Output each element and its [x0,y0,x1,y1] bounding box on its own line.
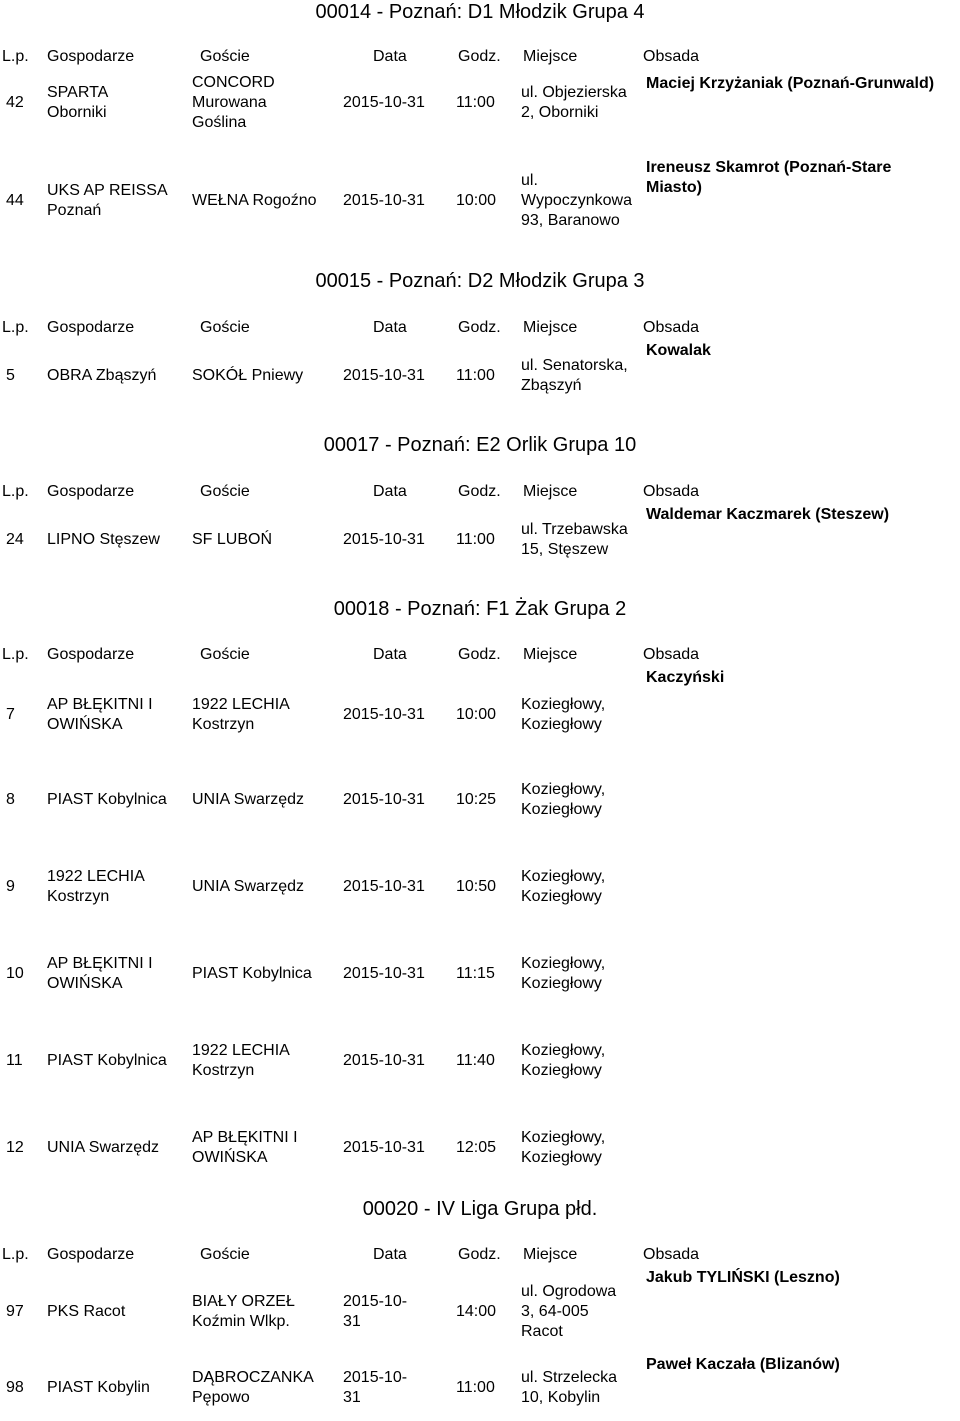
obsada-line: Kaczyński [646,669,725,686]
date-cell [343,1368,407,1408]
date-cell [343,790,425,810]
home-cell [47,530,160,550]
obsada-cell [646,1355,840,1375]
away-line: AP BŁĘKITNI I [192,1129,298,1146]
away-line: Koźmin Wlkp. [192,1312,290,1330]
away-line: DĄBROCZANKA [192,1369,314,1386]
match-row [0,1116,960,1180]
home-cell [47,1302,125,1322]
header-away: Goście [200,646,250,663]
home-cell [47,695,153,735]
home-cell [47,366,156,386]
home-cell [47,1138,159,1158]
group-title: 00018 - Poznań: F1 Żak Grupa 2 [333,598,627,620]
date-line: 2015-10-31 [343,790,425,808]
place-cell [521,867,605,907]
group-title: 00020 - IV Liga Grupa płd. [362,1198,598,1220]
place-line: 2, Oborniki [521,104,599,121]
away-line: PIAST Kobylnica [192,965,312,982]
away-cell [192,1292,295,1332]
time-cell: 12:05 [456,1139,497,1156]
lp-cell: 10 [6,965,24,982]
obsada-line: Paweł Kaczała (Blizanów) [646,1356,840,1373]
date-line: 31 [343,1389,361,1406]
date-line: 2015-10-31 [343,1051,425,1069]
home-line: PIAST Kobylnica [47,790,167,808]
date-cell [343,964,425,984]
home-cell [47,181,168,221]
place-line: ul. Ogrodowa [521,1282,617,1300]
header-obsada: Obsada [643,48,700,65]
date-line: 2015-10-31 [343,965,425,982]
place-line: Koziegłowy, [521,696,606,713]
place-line: Koziegłowy [521,716,602,733]
away-cell [192,695,290,735]
home-line: UNIA Swarzędz [47,1139,160,1156]
column-header-row [0,316,960,340]
away-cell [192,1041,290,1081]
place-line: ul. Trzebawska [521,521,628,538]
place-cell [521,83,627,123]
match-row [0,668,960,762]
place-line: Koziegłowy, [521,867,606,885]
home-line: AP BŁĘKITNI I [47,955,153,972]
time-cell: 11:40 [456,1051,495,1069]
obsada-cell [646,341,711,361]
column-header-row [0,45,960,69]
obsada-line: Maciej Krzyżaniak (Poznań-Grunwald) [646,75,935,92]
header-away: Goście [200,483,250,500]
place-line: ul. Senatorska, [521,356,628,374]
place-cell [521,954,605,994]
place-cell [521,1368,617,1408]
lp-cell: 98 [6,1379,24,1396]
header-home: Gospodarze [47,48,135,65]
place-cell [521,1282,616,1342]
group-title: 00017 - Poznań: E2 Orlik Grupa 10 [323,434,637,456]
place-line: ul. Strzelecka [521,1369,618,1386]
obsada-cell [646,158,891,198]
place-line: 15, Stęszew [521,541,609,558]
header-date: Data [373,483,407,500]
header-lp: L.p. [2,1246,29,1263]
header-home: Gospodarze [47,319,135,336]
match-row [0,942,960,1006]
group-title: 00014 - Poznań: D1 Młodzik Grupa 4 [315,1,645,23]
lp-cell: 5 [6,366,15,384]
lp-cell: 7 [6,706,15,723]
home-line: PKS Racot [47,1302,126,1320]
group-title: 00015 - Poznań: D2 Młodzik Grupa 3 [315,270,645,292]
home-cell [47,790,167,810]
lp-cell: 44 [6,192,24,209]
place-line: Koziegłowy, [521,1129,606,1146]
place-line: 93, Baranowo [521,212,620,229]
away-line: Kostrzyn [192,716,255,733]
home-line: PIAST Kobylnica [47,1051,167,1069]
place-line: 10, Kobylin [521,1389,601,1406]
away-line: WEŁNA Rogoźno [192,192,317,209]
header-obsada: Obsada [643,319,700,336]
header-lp: L.p. [2,483,29,500]
time-cell: 10:25 [456,790,497,808]
date-line: 2015-10- [343,1369,408,1386]
match-row [0,341,960,410]
home-line: OWIŃSKA [47,716,123,733]
away-cell [192,191,317,211]
place-line: Koziegłowy [521,975,602,992]
header-obsada: Obsada [643,646,700,663]
away-cell [192,964,312,984]
place-line: 3, 64-005 [521,1302,589,1320]
home-line: PIAST Kobylin [47,1379,150,1396]
lp-cell: 9 [6,877,15,895]
date-cell [343,366,425,386]
place-cell [521,1128,605,1168]
place-line: Wypoczynkowa [521,192,633,209]
away-line: Pępowo [192,1389,250,1406]
date-line: 31 [343,1312,361,1330]
header-obsada: Obsada [643,483,700,500]
lp-cell: 12 [6,1139,24,1156]
obsada-cell [646,505,889,525]
header-home: Gospodarze [47,483,135,500]
away-line: SOKÓŁ Pniewy [192,366,304,384]
obsada-line: Jakub TYLIŃSKI (Leszno) [646,1269,840,1286]
date-cell [343,705,425,725]
home-cell [47,867,145,907]
match-row [0,158,960,244]
place-cell [521,520,628,560]
header-lp: L.p. [2,319,29,336]
time-cell: 11:00 [456,531,495,548]
header-time: Godz. [458,646,501,663]
lp-cell: 42 [6,94,24,111]
home-line: UKS AP REISSA [47,182,168,199]
header-date: Data [373,1246,407,1263]
date-cell [343,93,425,113]
away-cell [192,530,272,550]
obsada-line: Ireneusz Skamrot (Poznań-Stare [646,159,892,176]
match-row [0,1268,960,1355]
obsada-line: Kowalak [646,342,711,359]
obsada-cell [646,74,934,94]
header-away: Goście [200,1246,250,1263]
header-place: Miejsce [523,319,578,336]
header-place: Miejsce [523,483,578,500]
date-line: 2015-10-31 [343,192,425,209]
place-cell [521,171,632,231]
header-place: Miejsce [523,48,578,65]
away-cell [192,73,275,133]
away-cell [192,790,304,810]
date-line: 2015-10- [343,1292,408,1310]
date-line: 2015-10-31 [343,531,425,548]
home-line: OWIŃSKA [47,975,123,992]
away-line: BIAŁY ORZEŁ [192,1292,295,1310]
header-date: Data [373,319,407,336]
header-time: Godz. [458,483,501,500]
home-line: Poznań [47,202,102,219]
away-cell [192,1368,314,1408]
home-cell [47,1051,167,1071]
time-cell: 10:50 [456,877,497,895]
date-line: 2015-10-31 [343,877,425,895]
header-home: Gospodarze [47,646,135,663]
home-line: SPARTA [47,84,109,101]
match-row [0,1355,960,1421]
home-line: OBRA Zbąszyń [47,366,157,384]
header-place: Miejsce [523,646,578,663]
place-line: ul. [521,172,538,189]
away-line: Kostrzyn [192,1061,255,1079]
time-cell: 10:00 [456,706,497,723]
away-cell [192,877,304,897]
header-time: Godz. [458,319,501,336]
match-row [0,505,960,575]
header-time: Godz. [458,1246,501,1263]
date-cell [343,1292,407,1332]
obsada-line: Miasto) [646,179,702,196]
away-line: UNIA Swarzędz [192,877,305,895]
date-cell [343,530,425,550]
away-line: CONCORD [192,74,275,91]
header-home: Gospodarze [47,1246,135,1263]
place-line: Koziegłowy [521,887,602,905]
home-line: AP BŁĘKITNI I [47,696,153,713]
place-line: Zbąszyń [521,376,582,394]
place-line: Koziegłowy, [521,955,606,972]
away-line: Goślina [192,114,247,131]
obsada-cell [646,1268,840,1288]
obsada-cell [646,668,724,688]
home-cell [47,83,108,123]
place-line: Koziegłowy [521,1061,602,1079]
header-date: Data [373,48,407,65]
date-cell [343,191,425,211]
place-line: Racot [521,1322,563,1340]
away-line: UNIA Swarzędz [192,790,305,808]
lp-cell: 8 [6,790,15,808]
match-row [0,770,960,829]
time-cell: 11:00 [456,94,495,111]
date-cell [343,1051,425,1071]
place-line: Koziegłowy [521,1149,602,1166]
header-lp: L.p. [2,646,29,663]
time-cell: 14:00 [456,1302,497,1320]
time-cell: 11:00 [456,366,495,384]
match-row [0,1029,960,1092]
home-line: Oborniki [47,104,107,121]
place-cell [521,780,605,820]
date-line: 2015-10-31 [343,1139,425,1156]
header-time: Godz. [458,48,501,65]
header-away: Goście [200,48,250,65]
place-cell [521,356,628,396]
header-lp: L.p. [2,48,29,65]
away-line: Murowana [192,94,267,111]
lp-cell: 97 [6,1302,24,1320]
column-header-row [0,1243,960,1267]
column-header-row [0,480,960,504]
place-cell [521,1041,605,1081]
column-header-row [0,643,960,667]
home-line: Kostrzyn [47,887,110,905]
match-row [0,855,960,918]
time-cell: 11:15 [456,965,495,982]
header-obsada: Obsada [643,1246,700,1263]
away-cell [192,1128,298,1168]
home-line: LIPNO Stęszew [47,531,160,548]
place-cell [521,695,605,735]
date-line: 2015-10-31 [343,94,425,111]
obsada-line: Waldemar Kaczmarek (Steszew) [646,506,890,523]
away-line: 1922 LECHIA [192,696,290,713]
header-place: Miejsce [523,1246,578,1263]
date-cell [343,877,425,897]
place-line: Koziegłowy [521,800,602,818]
away-cell [192,366,303,386]
date-line: 2015-10-31 [343,706,425,723]
place-line: ul. Objezierska [521,84,627,101]
date-line: 2015-10-31 [343,366,425,384]
home-line: 1922 LECHIA [47,867,145,885]
match-row [0,74,960,132]
lp-cell: 11 [6,1051,23,1069]
place-line: Koziegłowy, [521,780,606,798]
time-cell: 10:00 [456,192,497,209]
date-cell [343,1138,425,1158]
away-line: SF LUBOŃ [192,531,273,548]
away-line: 1922 LECHIA [192,1041,290,1059]
header-date: Data [373,646,407,663]
time-cell: 11:00 [456,1379,495,1396]
home-cell [47,954,153,994]
place-line: Koziegłowy, [521,1041,606,1059]
header-away: Goście [200,319,250,336]
lp-cell: 24 [6,531,24,548]
home-cell [47,1378,150,1398]
away-line: OWIŃSKA [192,1149,268,1166]
